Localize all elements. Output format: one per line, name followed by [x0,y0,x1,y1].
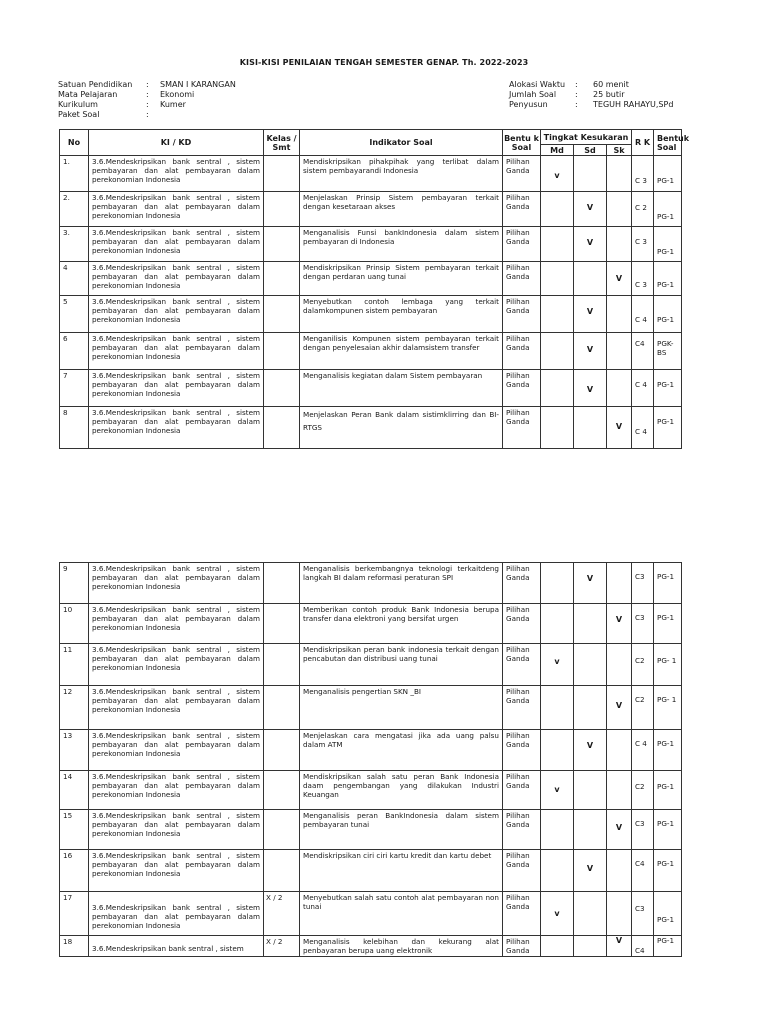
rk-value: C 4 [635,380,647,389]
cell-bentuk-soal-short: Pilihan Ganda [503,563,541,604]
rk-value: C3 [635,613,645,622]
cell-no: 17 [60,892,89,936]
cell-sd [574,262,607,296]
cell-sk [607,936,632,957]
cell-sk [607,686,632,730]
cell-no: 10 [60,604,89,644]
bentuk-value: PG-1 [657,315,675,324]
table-row [60,262,682,296]
cell-sd [574,192,607,227]
cell-sk [607,850,632,892]
cell-md [541,333,574,370]
bentuk-value: PG-1 [657,782,675,791]
cell-no: 14 [60,771,89,810]
info-colon: : [146,90,149,99]
header-sk: Sk [607,145,632,156]
cell-indikator: Mendiskripsikan pihakpihak yang terlibat dalam sistem pembayarandi Indonesia [300,156,503,192]
cell-rk [632,644,654,686]
cell-bentuk-soal-short: Pilihan Ganda [503,296,541,333]
cell-sd [574,730,607,771]
cell-no: 16 [60,850,89,892]
cell-bentuk-soal [654,850,682,892]
cell-sk [607,262,632,296]
table-row [60,936,682,957]
check-mark: V [586,238,594,247]
bentuk-value: PG-1 [657,819,675,828]
rk-value: C3 [635,572,645,581]
info-row [509,80,673,90]
header-bentuk-soal: Bentuk Soal [654,130,682,156]
cell-sk [607,810,632,850]
bentuk-value: PG-1 [657,915,675,924]
cell-indikator: Menjelaskan cara mengatasi jika ada uang palsu dalam ATM [300,730,503,771]
table-row [60,296,682,333]
cell-bentuk-soal-short: Pilihan Ganda [503,262,541,296]
info-value: 25 butir [593,90,625,99]
cell-md [541,262,574,296]
cell-ki-kd: 3.6.Mendeskripsikan bank sentral , sistem pembayaran dan alat pembayaran dalam perekonomian Indonesia [89,644,264,686]
cell-bentuk-soal [654,227,682,262]
cell-bentuk-soal [654,810,682,850]
cell-indikator: Mendiskripsikan peran bank indonesia terkait dengan pencabutan dan distribusi uang tunai [300,644,503,686]
cell-rk [632,892,654,936]
cell-sk [607,604,632,644]
rk-value: C2 [635,782,645,791]
cell-ki-kd: 3.6.Mendeskripsikan bank sentral , sistem [89,936,264,957]
cell-indikator: Menjelaskan Peran Bank dalam sistimklirring dan BI-RTGS [300,407,503,449]
bentuk-value: PG-1 [657,739,675,748]
cell-rk [632,370,654,407]
table-row [60,686,682,730]
cell-kelas [264,333,300,370]
rk-value: C4 [635,859,645,868]
info-row [509,90,673,100]
check-mark: v [554,785,560,794]
info-label: Mata Pelajaran [58,90,118,99]
cell-sd [574,810,607,850]
check-mark: v [554,909,560,918]
cell-bentuk-soal [654,563,682,604]
cell-md [541,156,574,192]
cell-indikator: Menganilisis Kompunen sistem pembayaran terkait dengan penyelesaian akhir dalamsistem transfer [300,333,503,370]
check-mark: v [554,657,560,666]
cell-sd [574,563,607,604]
cell-ki-kd: 3.6.Mendeskripsikan bank sentral , sistem pembayaran dan alat pembayaran dalam perekonomian Indonesia [89,730,264,771]
bentuk-value: PG-1 [657,572,675,581]
cell-md [541,936,574,957]
info-label: Paket Soal [58,110,100,119]
cell-kelas [264,370,300,407]
cell-sk [607,296,632,333]
table-row [60,730,682,771]
cell-sd [574,686,607,730]
info-colon: : [146,100,149,109]
bentuk-value: PG- 1 [657,656,677,665]
cell-kelas [264,771,300,810]
check-mark: V [586,574,594,583]
cell-kelas [264,407,300,449]
cell-bentuk-soal-short: Pilihan Ganda [503,686,541,730]
cell-indikator: Mendiskripsikan salah satu peran Bank Indonesia daam pengembangan yang dilakukan Industri Keuangan [300,771,503,810]
cell-ki-kd: 3.6.Mendeskripsikan bank sentral , sistem pembayaran dan alat pembayaran dalam perekonomian Indonesia [89,604,264,644]
cell-bentuk-soal [654,892,682,936]
bentuk-value: PG-1 [657,380,675,389]
cell-no: 5 [60,296,89,333]
cell-rk [632,604,654,644]
check-mark: V [586,203,594,212]
cell-sd [574,604,607,644]
cell-indikator: Menganalisis kegiatan dalam Sistem pembayaran [300,370,503,407]
cell-kelas [264,296,300,333]
info-label: Jumlah Soal [509,90,557,99]
cell-kelas [264,604,300,644]
cell-sk [607,370,632,407]
table-body-1 [60,156,682,449]
cell-md [541,227,574,262]
info-label: Kurikulum [58,100,98,109]
header-ki-kd: KI / KD [89,130,264,156]
info-value: SMAN I KARANGAN [160,80,236,89]
cell-rk [632,771,654,810]
cell-sk [607,156,632,192]
bentuk-value: PG-1 [657,613,675,622]
cell-sd [574,296,607,333]
rk-value: C2 [635,656,645,665]
cell-no: 18 [60,936,89,957]
cell-bentuk-soal-short: Pilihan Ganda [503,192,541,227]
cell-bentuk-soal-short: Pilihan Ganda [503,810,541,850]
bentuk-value: PG-1 [657,417,675,426]
cell-kelas [264,262,300,296]
info-colon: : [575,80,578,89]
info-label: Alokasi Waktu [509,80,566,89]
header-rk: R K [632,130,654,156]
cell-indikator: Menganalisis Funsi bankIndonesia dalam sistem pembayaran di Indonesia [300,227,503,262]
info-right [509,80,673,110]
info-row [58,90,236,100]
rk-value: C 4 [635,427,647,436]
cell-sk [607,192,632,227]
cell-no: 4 [60,262,89,296]
table-row [60,370,682,407]
cell-ki-kd: 3.6.Mendeskripsikan bank sentral , sistem pembayaran dan alat pembayaran dalam perekonomian Indonesia [89,850,264,892]
rk-value: C3 [635,904,645,913]
cell-sk [607,771,632,810]
cell-ki-kd: 3.6.Mendeskripsikan bank sentral , sistem pembayaran dan alat pembayaran dalam perekonomian Indonesia [89,407,264,449]
cell-bentuk-soal [654,407,682,449]
info-label: Penyusun [509,100,548,109]
cell-md [541,730,574,771]
cell-sd [574,771,607,810]
bentuk-value: PG- 1 [657,695,677,704]
cell-rk [632,227,654,262]
info-row [58,100,236,110]
cell-sk [607,333,632,370]
cell-rk [632,936,654,957]
cell-sd [574,892,607,936]
cell-md [541,563,574,604]
check-mark: V [615,422,623,431]
cell-kelas: X / 2 [264,892,300,936]
kisi-table-part-1 [59,129,690,449]
cell-sk [607,892,632,936]
cell-no: 12 [60,686,89,730]
cell-bentuk-soal-short: Pilihan Ganda [503,370,541,407]
info-label: Satuan Pendidikan [58,80,133,89]
bentuk-value: PG-1 [657,859,675,868]
cell-indikator: Menganalisis peran BankIndonesia dalam sistem pembayaran tunai [300,810,503,850]
cell-sk [607,407,632,449]
cell-bentuk-soal [654,192,682,227]
cell-rk [632,333,654,370]
rk-value: C4 [635,946,645,955]
info-row [58,80,236,90]
document-title: KISI-KISI PENILAIAN TENGAH SEMESTER GENAP. Th. 2022-2023 [239,58,529,67]
cell-bentuk-soal-short: Pilihan Ganda [503,407,541,449]
header-kelas-smt: Kelas / Smt [264,130,300,156]
cell-sd [574,407,607,449]
rk-value: C 4 [635,315,647,324]
cell-bentuk-soal [654,333,682,370]
header-no: No [60,130,89,156]
cell-md [541,850,574,892]
cell-sd [574,156,607,192]
check-mark: V [615,274,623,283]
cell-kelas [264,156,300,192]
cell-rk [632,296,654,333]
table-row [60,850,682,892]
info-colon: : [146,80,149,89]
cell-no: 1. [60,156,89,192]
check-mark: v [554,171,560,180]
table-row [60,892,682,936]
cell-sk [607,644,632,686]
table-row [60,563,682,604]
table-body-2 [60,563,682,957]
cell-kelas [264,850,300,892]
cell-bentuk-soal [654,296,682,333]
cell-rk [632,262,654,296]
cell-bentuk-soal-short: Pilihan Ganda [503,156,541,192]
cell-bentuk-soal-short: Pilihan Ganda [503,730,541,771]
cell-no: 11 [60,644,89,686]
cell-bentuk-soal [654,370,682,407]
cell-ki-kd: 3.6.Mendeskripsikan bank sentral , sistem pembayaran dan alat pembayaran dalam perekonomian Indonesia [89,192,264,227]
cell-ki-kd: 3.6.Mendeskripsikan bank sentral , sistem pembayaran dan alat pembayaran dalam perekonomian Indonesia [89,771,264,810]
cell-md [541,407,574,449]
rk-value: C 3 [635,280,647,289]
cell-rk [632,156,654,192]
cell-md [541,296,574,333]
table-row [60,407,682,449]
cell-md [541,686,574,730]
info-value: 60 menit [593,80,629,89]
cell-ki-kd: 3.6.Mendeskripsikan bank sentral , sistem pembayaran dan alat pembayaran dalam perekonomian Indonesia [89,892,264,936]
check-mark: V [586,741,594,750]
rk-value: C 2 [635,203,647,212]
check-mark: V [586,864,594,873]
cell-rk [632,407,654,449]
cell-indikator: Memberikan contoh produk Bank Indonesia berupa transfer dana elektroni yang bersifat urgen [300,604,503,644]
header-indikator-soal: Indikator Soal [300,130,503,156]
table-row [60,192,682,227]
cell-indikator: Menganalisis berkembangnya teknologi terkaitdeng langkah BI dalam reformasi peraturan SPI [300,563,503,604]
cell-ki-kd: 3.6.Mendeskripsikan bank sentral , sistem pembayaran dan alat pembayaran dalam perekonomian Indonesia [89,370,264,407]
cell-sd [574,644,607,686]
bentuk-value: PG-1 [657,936,675,945]
cell-bentuk-soal [654,936,682,957]
cell-no: 13 [60,730,89,771]
cell-md [541,644,574,686]
check-mark: V [586,345,594,354]
cell-indikator: Mendiskripsikan ciri ciri kartu kredit dan kartu debet [300,850,503,892]
cell-rk [632,686,654,730]
cell-bentuk-soal [654,156,682,192]
info-row [58,110,236,120]
bentuk-value: PG-1 [657,247,675,256]
cell-indikator: Menganalisis pengertian SKN _BI [300,686,503,730]
cell-bentuk-soal-short: Pilihan Ganda [503,850,541,892]
rk-value: C2 [635,695,645,704]
check-mark: V [615,615,623,624]
check-mark: V [615,701,623,710]
cell-md [541,810,574,850]
bentuk-value: PG-1 [657,176,675,185]
cell-kelas [264,644,300,686]
cell-no: 8 [60,407,89,449]
table-row [60,644,682,686]
cell-bentuk-soal [654,686,682,730]
header-sd: Sd [574,145,607,156]
bentuk-value: PG-1 [657,280,675,289]
header-bentuk-soal-short: Bentu k Soal [503,130,541,156]
rk-value: C 4 [635,739,647,748]
table-row [60,156,682,192]
table-row [60,227,682,262]
info-left [58,80,236,120]
cell-sd [574,227,607,262]
cell-bentuk-soal-short: Pilihan Ganda [503,892,541,936]
cell-bentuk-soal [654,262,682,296]
rk-value: C3 [635,819,645,828]
cell-md [541,771,574,810]
cell-indikator: Mendiskripsikan Prinsip Sistem pembayaran terkait dengan perdaran uang tunai [300,262,503,296]
cell-ki-kd: 3.6.Mendeskripsikan bank sentral , sistem pembayaran dan alat pembayaran dalam perekonomian Indonesia [89,262,264,296]
check-mark: V [586,385,594,394]
cell-sd [574,936,607,957]
cell-sk [607,227,632,262]
cell-ki-kd: 3.6.Mendeskripsikan bank sentral , sistem pembayaran dan alat pembayaran dalam perekonomian Indonesia [89,686,264,730]
cell-rk [632,730,654,771]
cell-sd [574,333,607,370]
cell-bentuk-soal-short: Pilihan Ganda [503,644,541,686]
cell-md [541,892,574,936]
check-mark: V [586,307,594,316]
cell-rk [632,850,654,892]
cell-kelas [264,227,300,262]
cell-sk [607,730,632,771]
table-row [60,810,682,850]
rk-value: C 3 [635,237,647,246]
cell-indikator: Menjelaskan Prinsip Sistem pembayaran terkait dengan kesetaraan akses [300,192,503,227]
cell-md [541,604,574,644]
cell-bentuk-soal-short: Pilihan Ganda [503,936,541,957]
cell-indikator: Menyebutkan salah satu contoh alat pembayaran non tunai [300,892,503,936]
check-mark: V [615,936,623,945]
cell-ki-kd: 3.6.Mendeskripsikan bank sentral , sistem pembayaran dan alat pembayaran dalam perekonomian Indonesia [89,156,264,192]
cell-bentuk-soal-short: Pilihan Ganda [503,227,541,262]
info-value: Kumer [160,100,186,109]
info-value: Ekonomi [160,90,195,99]
info-colon: : [575,90,578,99]
cell-md [541,370,574,407]
cell-md [541,192,574,227]
cell-ki-kd: 3.6.Mendeskripsikan bank sentral , sistem pembayaran dan alat pembayaran dalam perekonomian Indonesia [89,296,264,333]
header-tingkat-kesukaran: Tingkat Kesukaran [541,130,632,145]
cell-bentuk-soal-short: Pilihan Ganda [503,771,541,810]
cell-sd [574,370,607,407]
cell-rk [632,192,654,227]
cell-ki-kd: 3.6.Mendeskripsikan bank sentral , sistem pembayaran dan alat pembayaran dalam perekonomian Indonesia [89,227,264,262]
cell-no: 15 [60,810,89,850]
cell-ki-kd: 3.6.Mendeskripsikan bank sentral , sistem pembayaran dan alat pembayaran dalam perekonomian Indonesia [89,810,264,850]
table-row [60,333,682,370]
info-value: TEGUH RAHAYU,SPd [593,100,674,109]
cell-indikator: Menyebutkan contoh lembaga yang terkait dalamkompunen sistem pembayaran [300,296,503,333]
cell-rk [632,563,654,604]
cell-sk [607,563,632,604]
cell-bentuk-soal [654,604,682,644]
cell-kelas [264,810,300,850]
rk-value: C 3 [635,176,647,185]
cell-no: 9 [60,563,89,604]
cell-no: 2. [60,192,89,227]
cell-no: 3. [60,227,89,262]
info-row [509,100,673,110]
cell-bentuk-soal [654,730,682,771]
cell-bentuk-soal-short: Pilihan Ganda [503,333,541,370]
cell-kelas [264,563,300,604]
cell-bentuk-soal [654,644,682,686]
kisi-table-part-2 [59,562,682,957]
cell-kelas: X / 2 [264,936,300,957]
cell-ki-kd: 3.6.Mendeskripsikan bank sentral , sistem pembayaran dan alat pembayaran dalam perekonomian Indonesia [89,563,264,604]
header-md: Md [541,145,574,156]
cell-kelas [264,192,300,227]
check-mark: V [615,823,623,832]
cell-ki-kd: 3.6.Mendeskripsikan bank sentral , sistem pembayaran dan alat pembayaran dalam perekonomian Indonesia [89,333,264,370]
info-colon: : [575,100,578,109]
cell-rk [632,810,654,850]
cell-kelas [264,686,300,730]
bentuk-value: PGK-BS [657,339,674,358]
rk-value: C4 [635,339,645,348]
cell-no: 6 [60,333,89,370]
cell-sd [574,850,607,892]
info-colon: : [146,110,149,119]
cell-no: 7 [60,370,89,407]
table-row [60,771,682,810]
cell-kelas [264,730,300,771]
bentuk-value: PG-1 [657,212,675,221]
cell-indikator: Menganalisis kelebihan dan kekurang alat penbayaran berupa uang elektronik [300,936,503,957]
table-row [60,604,682,644]
cell-bentuk-soal [654,771,682,810]
cell-bentuk-soal-short: Pilihan Ganda [503,604,541,644]
